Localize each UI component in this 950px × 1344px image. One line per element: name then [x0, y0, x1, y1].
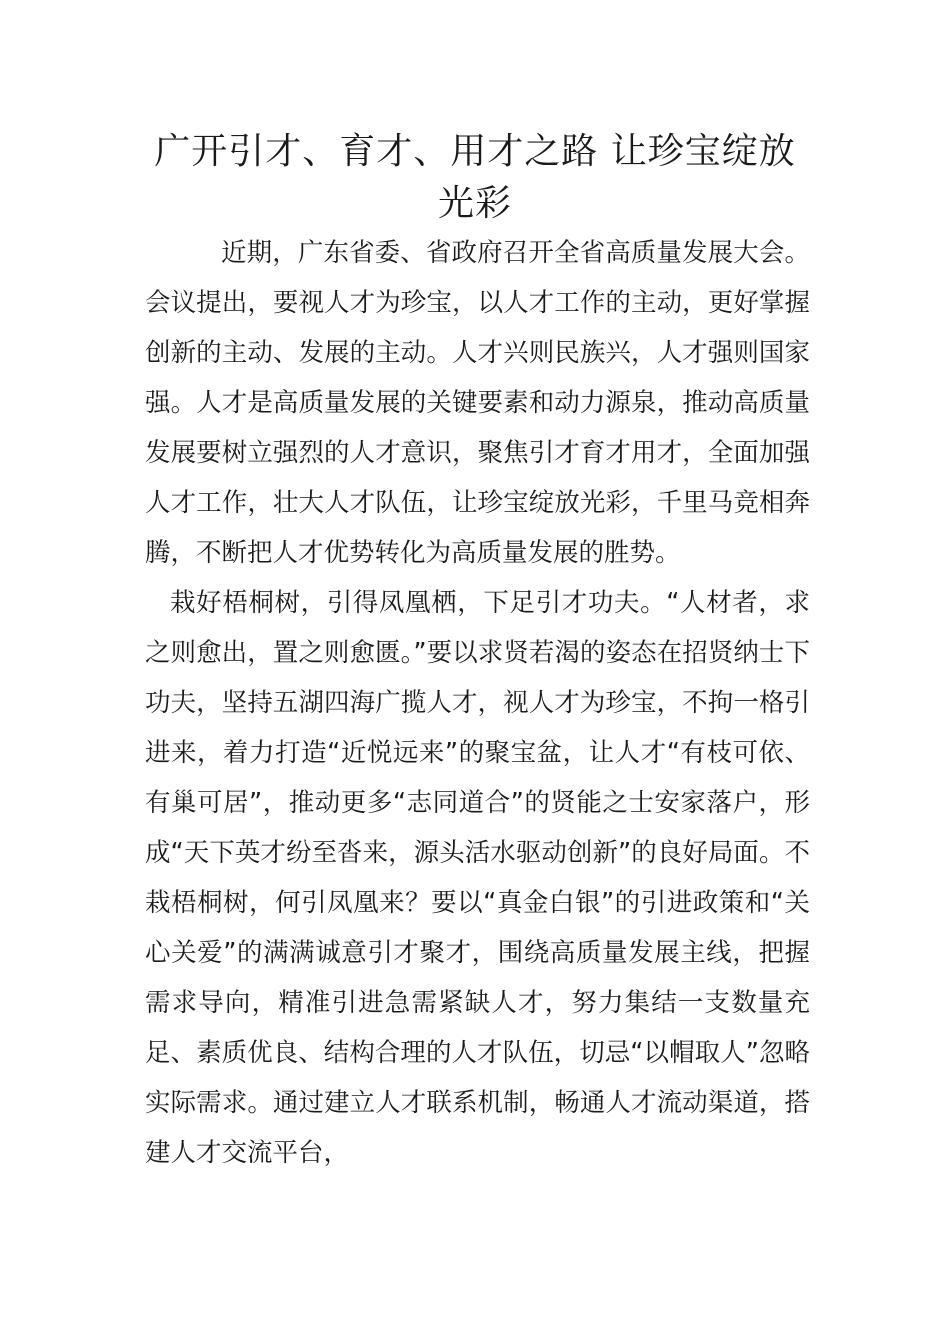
paragraph-intro: 近期，广东省委、省政府召开全省高质量发展大会。会议提出，要视人才为珍宝，以人才工作的主动，更好掌握创新的主动、发展的主动。人才兴则民族兴，人才强则国家强。人才是高质量发展的关键要素和动力源泉，推动高质量发展要树立强烈的人才意识，聚焦引才育才用才，全面加强人才工作，壮大人才队伍，让珍宝绽放光彩，千里马竞相奔腾，不断把人才优势转化为高质量发展的胜势。 — [145, 238, 810, 568]
paragraph-attract-talent: 栽好梧桐树，引得凤凰栖，下足引才功夫。“人材者，求之则愈出，置之则愈匮。”要以求贤若渴的姿态在招贤纳士下功夫，坚持五湖四海广揽人才，视人才为珍宝，不拘一格引进来，着力打造“近悦远来”的聚宝盆，让人才“有枝可依、有巢可居”，推动更多“志同道合”的贤能之士安家落户，形成“天下英才纷至沓来，源头活水驱动创新”的良好局面。不栽梧桐树，何引凤凰来？要以“真金白银”的引进政策和“关心关爱”的满满诚意引才聚才，围绕高质量发展主线，把握需求导向，精准引进急需紧缺人才，努力集结一支数量充足、素质优良、结构合理的人才队伍，切忌“以帽取人”忽略实际需求。通过建立人才联系机制，畅通人才流动渠道，搭建人才交流平台， — [145, 588, 810, 1168]
document-body — [145, 228, 810, 1178]
document-title: 广开引才、育才、用才之路 让珍宝绽放光彩 — [154, 131, 796, 224]
